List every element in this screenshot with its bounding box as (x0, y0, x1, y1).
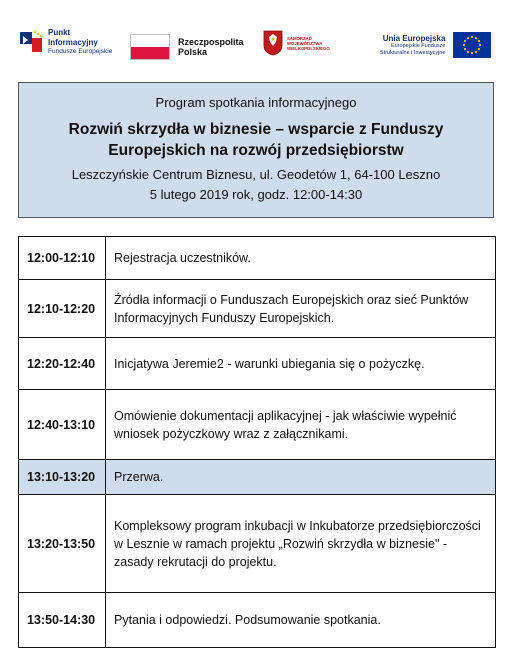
agenda-item: Kompleksowy program inkubacji w Inkubatorze przedsiębiorczości w Lesznie w ramach projektu „Rozwiń skrzydła w biznesie" - zasady rekrutacji do projektu. (106, 495, 496, 593)
table-row (19, 460, 496, 495)
agenda-time: 12:40-13:10 (19, 390, 106, 460)
fe-line2: Informacyjny (48, 37, 98, 47)
event-title (19, 119, 493, 161)
wielkopolska-coat-of-arms-icon (263, 30, 283, 56)
table-row (19, 593, 496, 648)
fe-line1: Punkt (48, 28, 71, 37)
agenda-time: 12:20-12:40 (19, 338, 106, 390)
table-row (19, 495, 496, 593)
ue-line2: Europejskie Fundusze (391, 43, 446, 49)
agenda-item: Rejestracja uczestników. (106, 237, 496, 280)
agenda-table (18, 236, 496, 648)
ue-line1: Unia Europejska (382, 34, 446, 43)
table-row (19, 390, 496, 460)
agenda-item: Przerwa. (106, 460, 496, 495)
table-row (19, 338, 496, 390)
agenda-item: Źródła informacji o Funduszach Europejskich oraz sieć Punktów Informacyjnych Funduszy Europejskich. (106, 280, 496, 338)
eu-flag-icon (453, 32, 491, 58)
agenda-time: 13:50-14:30 (19, 593, 106, 648)
event-location: Leszczyńskie Centrum Biznesu, ul. Geodetów 1, 64-100 Leszno (71, 167, 441, 182)
wlkp-line1: SAMORZĄD WOJEWÓDZTWA (287, 35, 323, 46)
agenda-time: 13:10-13:20 (19, 460, 106, 495)
agenda-time: 12:00-12:10 (19, 237, 106, 280)
fe-line3: Fundusze Europejskie (48, 48, 113, 55)
fundusze-europejskie-logo (18, 28, 112, 57)
logo-bar (0, 0, 506, 70)
event-date: 5 lutego 2019 rok, godz. 12:00-14:30 (149, 187, 363, 202)
rp-line1: Rzeczpospolita (178, 37, 244, 47)
rp-line2: Polska (178, 47, 208, 57)
table-row (19, 237, 496, 280)
agenda-item: Inicjatywa Jeremie2 - warunki ubiegania się o pożyczkę. (106, 338, 496, 390)
fundusze-europejskie-mark-icon (18, 28, 44, 56)
rzeczpospolita-polska-logo (130, 34, 244, 60)
polish-flag-icon (130, 34, 170, 60)
agenda-item: Pytania i odpowiedzi. Podsumowanie spotkania. (106, 593, 496, 648)
event-title-line1: Rozwiń skrzydła w biznesie – wsparcie z Funduszy (68, 121, 444, 138)
table-row (19, 280, 496, 338)
agenda-item: Omówienie dokumentacji aplikacyjnej - jak właściwie wypełnić wniosek pożyczkowy wraz z załącznikami. (106, 390, 496, 460)
unia-europejska-logo (380, 32, 491, 58)
agenda-time: 12:10-12:20 (19, 280, 106, 338)
event-header (18, 82, 494, 218)
event-subtitle: Program spotkania informacyjnego (155, 95, 357, 110)
event-title-line2: Europejskich na rozwój przedsiębiorstw (108, 142, 404, 159)
wielkopolska-logo (263, 30, 347, 56)
agenda-time: 13:20-13:50 (19, 495, 106, 593)
wlkp-line2: WIELKOPOLSKIEGO (287, 45, 330, 51)
ue-line3: Strukturalne i Inwestycyjne (380, 49, 446, 56)
